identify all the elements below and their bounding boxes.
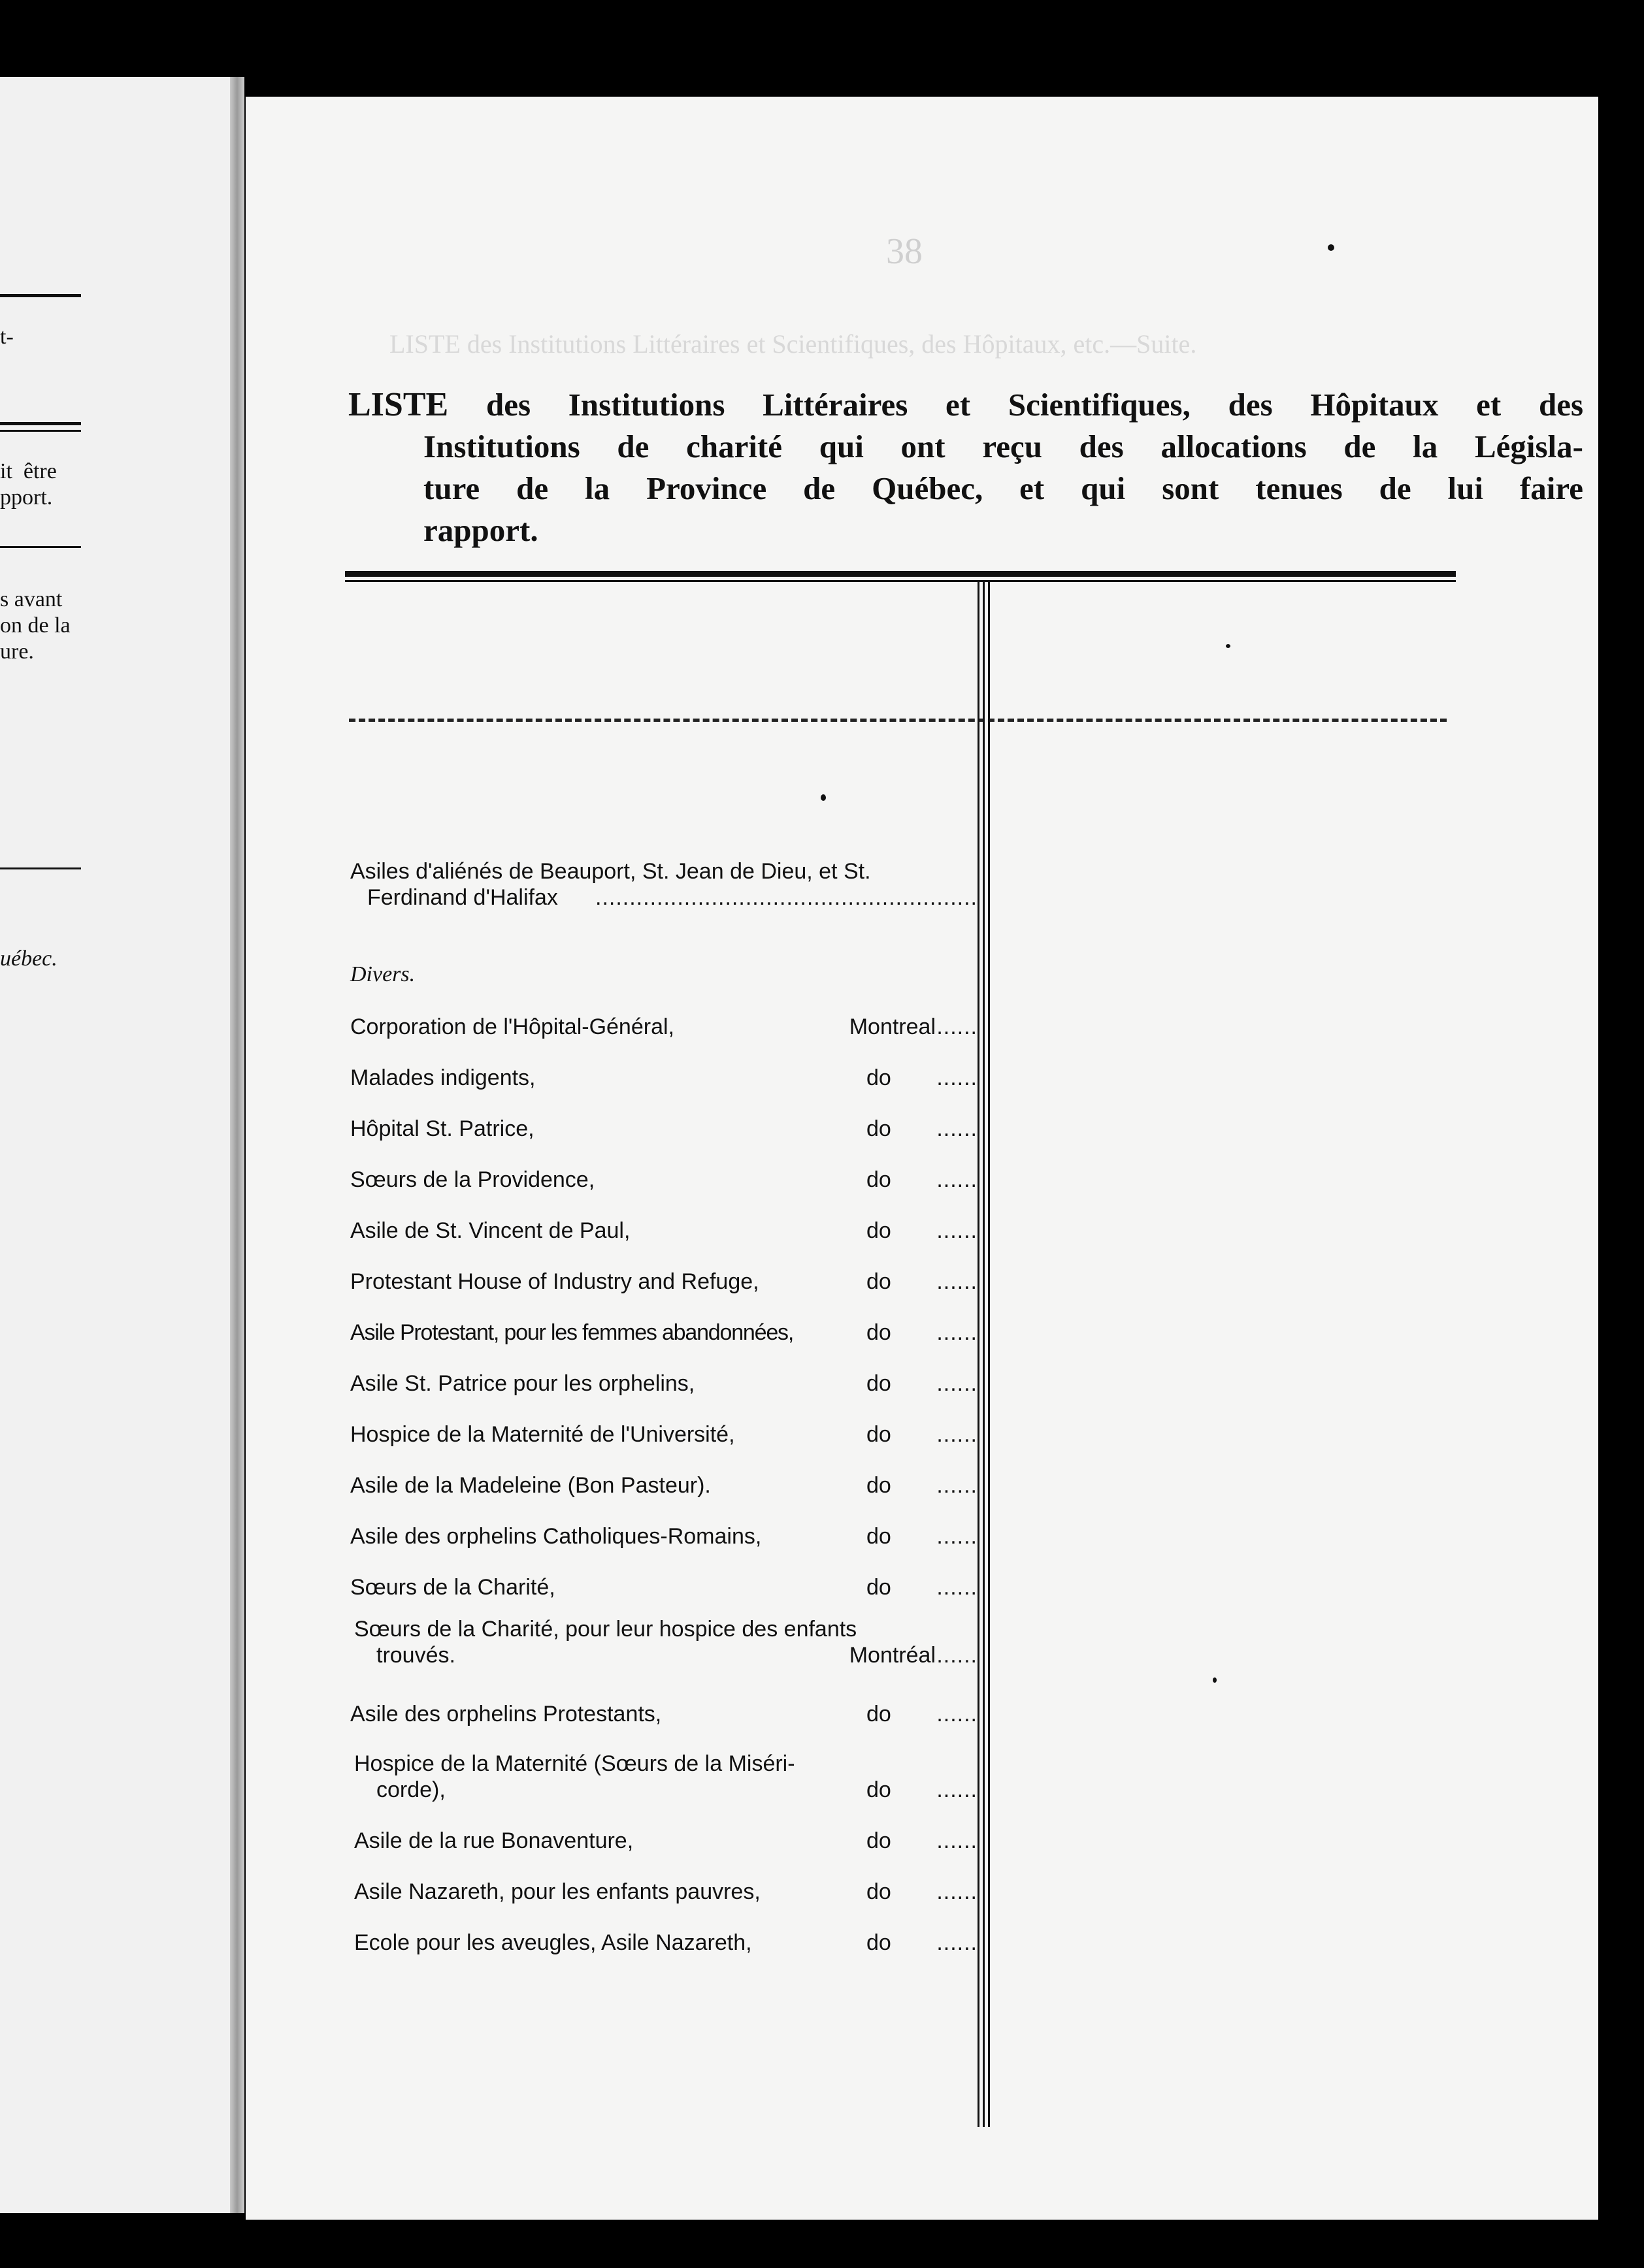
- ditto-label: do: [866, 1702, 891, 1726]
- facing-page-rule: [0, 294, 81, 297]
- title-line-3: ture de la Province de Québec, et qui sont tenues de lui faire: [423, 470, 1583, 506]
- list-item: Hospice de la Maternité de l'Université, do ......: [350, 1422, 978, 1447]
- header-rule-thick: [345, 571, 1456, 577]
- facing-page-text: on de la: [0, 613, 71, 638]
- dot-leader: ......: [936, 1269, 978, 1294]
- facing-page-text: it être: [0, 459, 57, 483]
- section-heading-divers: Divers.: [350, 962, 416, 986]
- facing-page-rule: [0, 430, 81, 432]
- dot-leader: ........................................................: [595, 885, 978, 910]
- dot-leader: ......: [936, 1065, 978, 1090]
- list-item: Hôpital St. Patrice, do ......: [350, 1116, 978, 1141]
- bleed-through-page-number: 38: [886, 231, 923, 272]
- dot-leader: ......: [936, 1643, 978, 1668]
- dot-leader: ......: [936, 1422, 978, 1447]
- list-item: Sœurs de la Charité, do ......: [350, 1575, 978, 1600]
- list-item: Asile Protestant, pour les femmes abandonnées, do ......: [350, 1320, 978, 1345]
- ditto-label: do: [866, 1575, 891, 1600]
- ditto-label: do: [866, 1167, 891, 1192]
- section-dashed-rule: [349, 719, 1447, 722]
- column-rule: [988, 580, 990, 2127]
- column-rule: [983, 580, 985, 2127]
- list-item: Ecole pour les aveugles, Asile Nazareth, do ......: [354, 1930, 978, 1955]
- page-title: [348, 384, 1583, 551]
- city-label: Montréal: [849, 1643, 936, 1668]
- list-item: Asile des orphelins Catholiques-Romains, do ......: [350, 1524, 978, 1549]
- dot-leader: ......: [936, 1167, 978, 1192]
- list-item: Malades indigents, do ......: [350, 1065, 978, 1090]
- dot-leader: ......: [936, 1320, 978, 1345]
- dot-leader: ......: [936, 1930, 978, 1955]
- dot-leader: ......: [936, 1116, 978, 1141]
- dot-leader: ......: [936, 1828, 978, 1853]
- ditto-label: do: [866, 1879, 891, 1904]
- list-item: Asile des orphelins Protestants, do ......: [350, 1702, 978, 1726]
- dot-leader: ......: [936, 1371, 978, 1396]
- ditto-label: do: [866, 1065, 891, 1090]
- ditto-label: do: [866, 1116, 891, 1141]
- ditto-label: do: [866, 1930, 891, 1955]
- column-rule: [978, 580, 979, 2127]
- facing-page-text: ure.: [0, 640, 34, 664]
- ditto-label: do: [866, 1269, 891, 1294]
- list-item: Asile de la Madeleine (Bon Pasteur). do ......: [350, 1473, 978, 1498]
- list-item-maternite-line-1: Hospice de la Maternité (Sœurs de la Miséri-: [354, 1751, 795, 1776]
- list-item-asiles-line-2: Ferdinand d'Halifax ........................................................: [367, 885, 978, 910]
- list-item: Asile Nazareth, pour les enfants pauvres, do ......: [354, 1879, 978, 1904]
- title-line-2: Institutions de charité qui ont reçu des allocations de la Législa-: [423, 429, 1583, 464]
- ditto-label: do: [866, 1524, 891, 1549]
- dot-leader: ......: [936, 1575, 978, 1600]
- list-item: Sœurs de la Providence, do ......: [350, 1167, 978, 1192]
- dot-leader: ......: [936, 1218, 978, 1243]
- bleed-through-header: LISTE des Institutions Littéraires et Scientifiques, des Hôpitaux, etc.—Suite.: [389, 329, 1197, 359]
- dot-leader: ......: [936, 1473, 978, 1498]
- list-item-enfants-line-1: Sœurs de la Charité, pour leur hospice des enfants: [354, 1617, 857, 1642]
- list-item: Protestant House of Industry and Refuge, do ......: [350, 1269, 978, 1294]
- list-item-asiles-line-1: Asiles d'aliénés de Beauport, St. Jean de Dieu, et St.: [350, 859, 871, 884]
- ditto-label: do: [866, 1218, 891, 1243]
- ditto-label: do: [866, 1777, 891, 1802]
- facing-page-rule: [0, 546, 81, 548]
- ditto-label: do: [866, 1473, 891, 1498]
- scan-speck: [821, 794, 826, 801]
- dot-leader: ......: [936, 1702, 978, 1726]
- facing-page-text: pport.: [0, 485, 53, 510]
- scan-speck: [1328, 244, 1334, 251]
- city-label: Montreal: [849, 1014, 936, 1039]
- dot-leader: ......: [936, 1524, 978, 1549]
- list-item: Asile de la rue Bonaventure, do ......: [354, 1828, 978, 1853]
- header-rule-thin: [345, 580, 1456, 582]
- ditto-label: do: [866, 1828, 891, 1853]
- dot-leader: ......: [936, 1879, 978, 1904]
- facing-page-text: uébec.: [0, 947, 58, 971]
- list-item: Asile de St. Vincent de Paul, do ......: [350, 1218, 978, 1243]
- document-page: [246, 97, 1598, 2220]
- list-item: Corporation de l'Hôpital-Général, Montreal ......: [350, 1014, 978, 1039]
- facing-page-text: s avant: [0, 587, 63, 611]
- ditto-label: do: [866, 1371, 891, 1396]
- facing-page-fragment: [0, 77, 230, 2213]
- list-item: Asile St. Patrice pour les orphelins, do ......: [350, 1371, 978, 1396]
- ditto-label: do: [866, 1320, 891, 1345]
- book-binding: [230, 77, 244, 2213]
- dot-leader: ......: [936, 1014, 978, 1039]
- dot-leader: ......: [936, 1777, 978, 1802]
- facing-page-rule: [0, 422, 81, 425]
- scan-speck: [1213, 1677, 1217, 1683]
- ditto-label: do: [866, 1422, 891, 1447]
- title-line-1: LISTE des Institutions Littéraires et Scientifiques, des Hôpitaux et des: [348, 386, 1584, 423]
- title-first-word: LISTE: [348, 386, 449, 423]
- list-item-enfants-line-2: trouvés. Montréal ......: [376, 1643, 978, 1668]
- facing-page-text: t-: [0, 325, 14, 349]
- scan-speck: [1226, 644, 1230, 648]
- list-item-maternite-line-2: corde), do ......: [376, 1777, 978, 1802]
- facing-page-rule: [0, 867, 81, 869]
- title-line-4: rapport.: [423, 512, 538, 548]
